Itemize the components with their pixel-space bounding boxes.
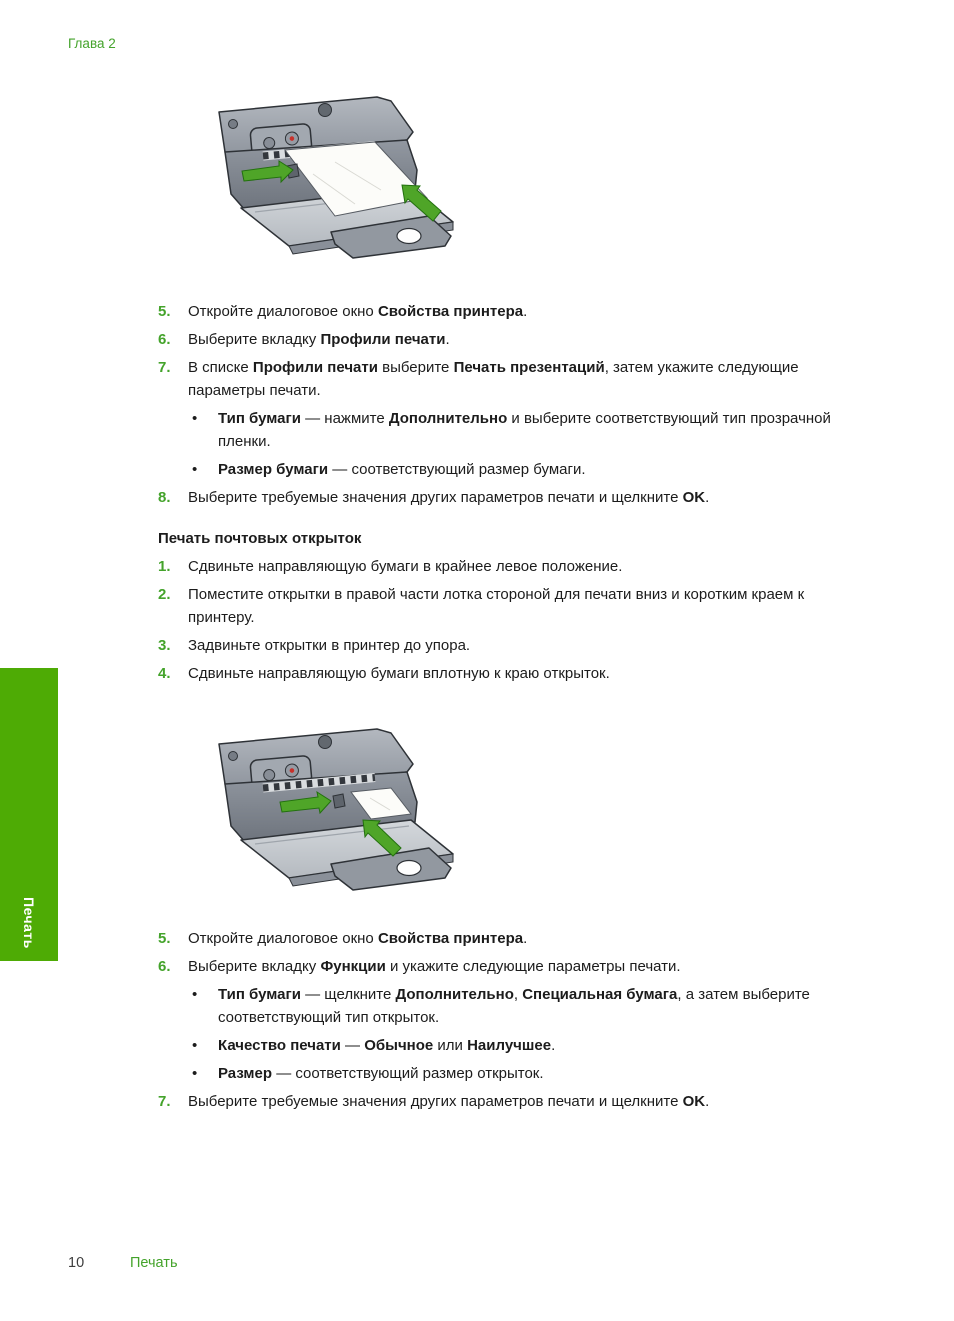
step-item: [158, 634, 872, 657]
step-text: Откройте диалоговое окно Свойства принтера.: [188, 303, 528, 320]
step-item: [158, 356, 872, 402]
step-item: [158, 955, 872, 978]
bullet-marker: •: [192, 986, 198, 1003]
bullet-marker: •: [192, 410, 198, 427]
step-item: [158, 583, 872, 629]
step-text: В списке Профили печати выберите Печать презентаций, затем укажите следующие параметры печати.: [188, 359, 799, 399]
step-item: [158, 1090, 872, 1113]
printer-illustration-transparencies: [185, 86, 455, 269]
steps-list-postcards-load: [158, 555, 872, 685]
step-text: Сдвиньте направляющую бумаги вплотную к краю открыток.: [188, 665, 610, 682]
step-number: 2.: [158, 586, 171, 603]
step-text: Выберите вкладку Функции и укажите следующие параметры печати.: [188, 958, 681, 975]
step-item: [158, 328, 872, 351]
step-text: Размер бумаги — соответствующий размер бумаги.: [218, 461, 586, 478]
step-text: Тип бумаги — щелкните Дополнительно, Специальная бумага, а затем выберите соответствующий тип открыток.: [218, 986, 810, 1026]
step-number: 8.: [158, 489, 171, 506]
step-text: Качество печати — Обычное или Наилучшее.: [218, 1037, 556, 1054]
hp-logo-icon: [319, 104, 332, 117]
step-number: 7.: [158, 1093, 171, 1110]
step-number: 1.: [158, 558, 171, 575]
step-text: Откройте диалоговое окно Свойства принтера.: [188, 930, 528, 947]
step-number: 7.: [158, 359, 171, 376]
step-number: 6.: [158, 331, 171, 348]
step-number: 6.: [158, 958, 171, 975]
step-text: Тип бумаги — нажмите Дополнительно и выберите соответствующий тип прозрачной пленки.: [218, 410, 831, 450]
step-item: [158, 555, 872, 578]
step-item: [158, 927, 872, 950]
sidebar-tab-label: Печать: [21, 897, 37, 949]
step-number: 5.: [158, 930, 171, 947]
step-text: Выберите требуемые значения других параметров печати и щелкните OK.: [188, 1093, 710, 1110]
steps-list-postcards-print: [158, 927, 872, 1113]
step-number: 3.: [158, 637, 171, 654]
step-number: 5.: [158, 303, 171, 320]
extender-hole: [397, 229, 421, 244]
bullet-item: [158, 1034, 872, 1057]
power-button-icon: [229, 120, 238, 129]
page-content: [158, 300, 872, 1118]
footer-section-label: Печать: [130, 1255, 178, 1271]
step-item: [158, 486, 872, 509]
step-text: Поместите открытки в правой части лотка стороной для печати вниз и коротким краем к принтеру.: [188, 586, 805, 626]
sidebar-tab-print: [0, 668, 58, 961]
step-item: [158, 300, 872, 323]
bullet-marker: •: [192, 1037, 198, 1054]
printer-icon: [185, 86, 455, 264]
steps-list-presentations: [158, 300, 872, 509]
bullet-marker: •: [192, 1065, 198, 1082]
step-text: Размер — соответствующий размер открыток.: [218, 1065, 544, 1082]
section-heading-postcards: Печать почтовых открыток: [158, 530, 362, 547]
bullet-item: [158, 407, 872, 453]
figure-spacer: [158, 690, 872, 927]
step-text: Выберите требуемые значения других параметров печати и щелкните OK.: [188, 489, 710, 506]
bullet-item: [158, 1062, 872, 1085]
bullet-item: [158, 458, 872, 481]
step-number: 4.: [158, 665, 171, 682]
step-text: Сдвиньте направляющую бумаги в крайнее левое положение.: [188, 558, 623, 575]
step-item: [158, 662, 872, 685]
chapter-label: Глава 2: [68, 36, 116, 51]
bullet-marker: •: [192, 461, 198, 478]
step-text: Задвиньте открытки в принтер до упора.: [188, 637, 471, 654]
step-text: Выберите вкладку Профили печати.: [188, 331, 450, 348]
page-number: 10: [68, 1255, 85, 1271]
bullet-item: [158, 983, 872, 1029]
